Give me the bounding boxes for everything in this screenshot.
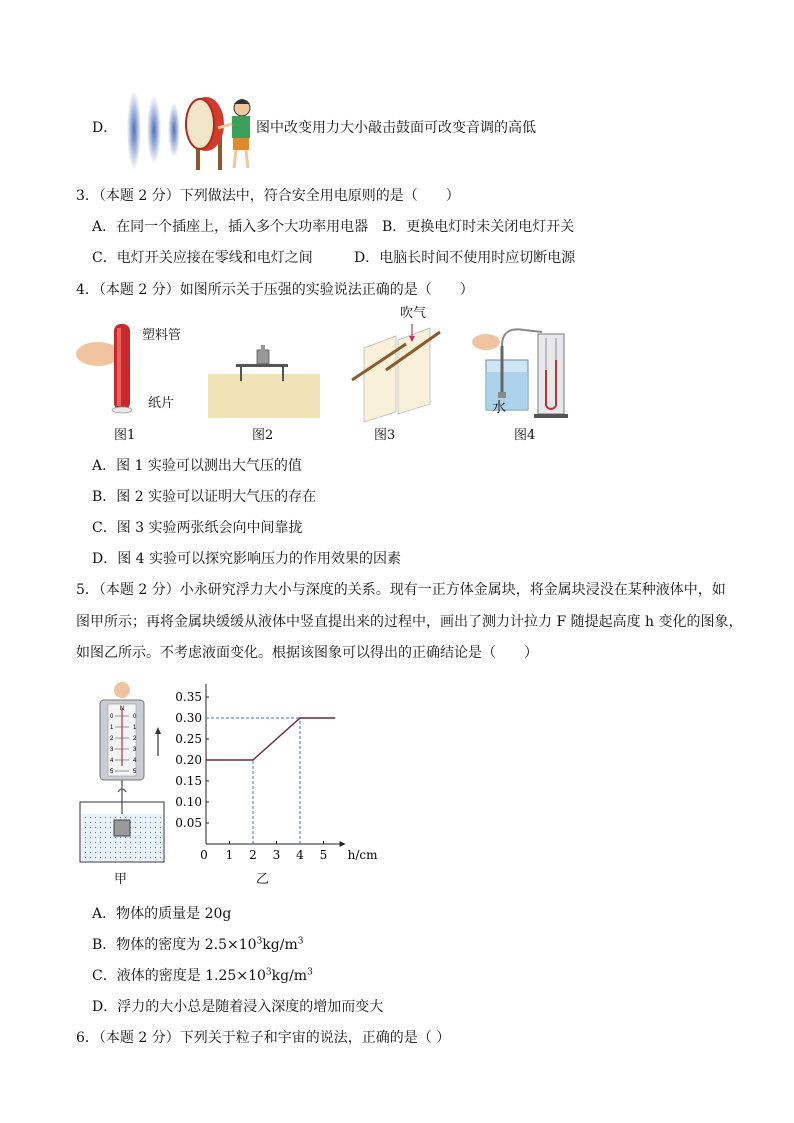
y-tick-label: 0.25 <box>175 732 202 746</box>
label-water: 水 <box>492 400 506 416</box>
figure-2-table-on-sand <box>208 340 320 420</box>
q5-stem-line1: 5．（本题 2 分）小永研究浮力大小与深度的关系。现有一正方体金属块，将金属块浸没在某种液体中，如 <box>76 582 726 598</box>
y-tick-label: 0.20 <box>175 753 202 767</box>
x-tick-label: 3 <box>272 848 281 862</box>
x-tick-label: 1 <box>225 848 234 862</box>
q5-option-d: D．浮力的大小总是随着浸入深度的增加而变大 <box>92 999 384 1015</box>
y-tick-label: 0.15 <box>175 774 202 788</box>
x-tick-label: 5 <box>319 848 328 862</box>
series-line <box>206 718 335 760</box>
spring-scale-label: 1 <box>110 725 114 731</box>
q5-option-c: C．液体的密度是 $1.25\times 10^3kg/m^3$ <box>92 967 313 984</box>
q3-option-c: C．电灯开关应接在零线和电灯之间 <box>92 250 313 266</box>
q2-option-d <box>92 118 117 138</box>
label-blow: 吹气 <box>400 306 427 321</box>
q5-stem-line2: 图甲所示；再将金属块缓缓从液体中竖直提出来的过程中，画出了测力计拉力 F 随提起高度 h 变化的图象， <box>76 614 743 630</box>
q2-option-d-text: 图中改变用力大小敲击鼓面可改变音调的高低 <box>256 120 536 136</box>
q3-option-b: B．更换电灯时未关闭电灯开关 <box>382 219 575 235</box>
q4-stem: 4．（本题 2 分）如图所示关于压强的实验说法正确的是（ ） <box>76 282 474 298</box>
drum-figure <box>120 86 260 174</box>
spring-scale-label: 5 <box>110 769 114 775</box>
label-plastic-tube: 塑料管 <box>142 328 182 343</box>
spring-scale-label: 2 <box>110 736 114 742</box>
spring-scale-label: 5 <box>133 769 137 775</box>
figure-1-tube <box>76 318 146 418</box>
y-tick-label: 0.10 <box>175 795 202 809</box>
caption-fig3: 图3 <box>374 428 396 443</box>
figure-3-two-papers <box>346 318 446 428</box>
q4-option-a: A．图 1 实验可以测出大气压的值 <box>92 458 302 474</box>
x-tick-label: 4 <box>296 848 304 862</box>
spring-scale-label: 1 <box>133 725 137 731</box>
spring-scale-label: 4 <box>110 758 114 764</box>
caption-yi: 乙 <box>256 872 270 887</box>
caption-jia: 甲 <box>114 872 128 887</box>
figure-yi-force-height-chart <box>172 684 384 870</box>
figure-jia-spring-scale <box>78 680 166 870</box>
x-axis-arrow <box>340 841 346 847</box>
label-paper: 纸片 <box>148 396 175 411</box>
q5-stem-line3: 如图乙所示。不考虑液面变化。根据该图象可以得出的正确结论是（ ） <box>76 645 538 661</box>
spring-scale-label: 3 <box>110 747 114 753</box>
caption-fig4: 图4 <box>514 428 536 443</box>
y-tick-label: 0.05 <box>175 816 202 830</box>
spring-scale-label: 3 <box>133 747 137 753</box>
spring-scale-label: 4 <box>133 758 137 764</box>
x-tick-label: 2 <box>249 848 257 862</box>
x-tick-label: 0 <box>200 848 208 862</box>
spring-scale-unit: N <box>119 706 125 712</box>
q6-stem: 6．（本题 2 分）下列关于粒子和宇宙的说法，正确的是（ ） <box>76 1030 451 1046</box>
q5-option-b: B．物体的密度为 $2.5\times 10^3kg/m^3$ <box>92 936 304 953</box>
caption-fig1: 图1 <box>114 428 136 443</box>
option-label: D． <box>92 120 118 136</box>
figure-4-pressure-gauge <box>468 320 572 424</box>
q5-option-a: A．物体的质量是 20g <box>92 906 232 922</box>
q4-option-c: C．图 3 实验两张纸会向中间靠拢 <box>92 520 303 536</box>
spring-scale-label: 0 <box>110 714 114 720</box>
y-tick-label: 0.30 <box>175 711 202 725</box>
q3-option-d: D．电脑长时间不使用时应切断电源 <box>354 250 576 266</box>
y-tick-label: 0.35 <box>175 690 202 704</box>
q3-stem: 3．（本题 2 分）下列做法中，符合安全用电原则的是（ ） <box>76 188 460 204</box>
caption-fig2: 图2 <box>252 428 274 443</box>
q4-option-d: D．图 4 实验可以探究影响压力的作用效果的因素 <box>92 551 402 567</box>
q4-option-b: B．图 2 实验可以证明大气压的存在 <box>92 489 317 505</box>
spring-scale-label: 2 <box>133 736 137 742</box>
x-axis-label: h/cm <box>347 848 378 862</box>
q3-option-a: A．在同一个插座上，插入多个大功率用电器 <box>92 219 369 235</box>
spring-scale-label: 0 <box>133 714 137 720</box>
